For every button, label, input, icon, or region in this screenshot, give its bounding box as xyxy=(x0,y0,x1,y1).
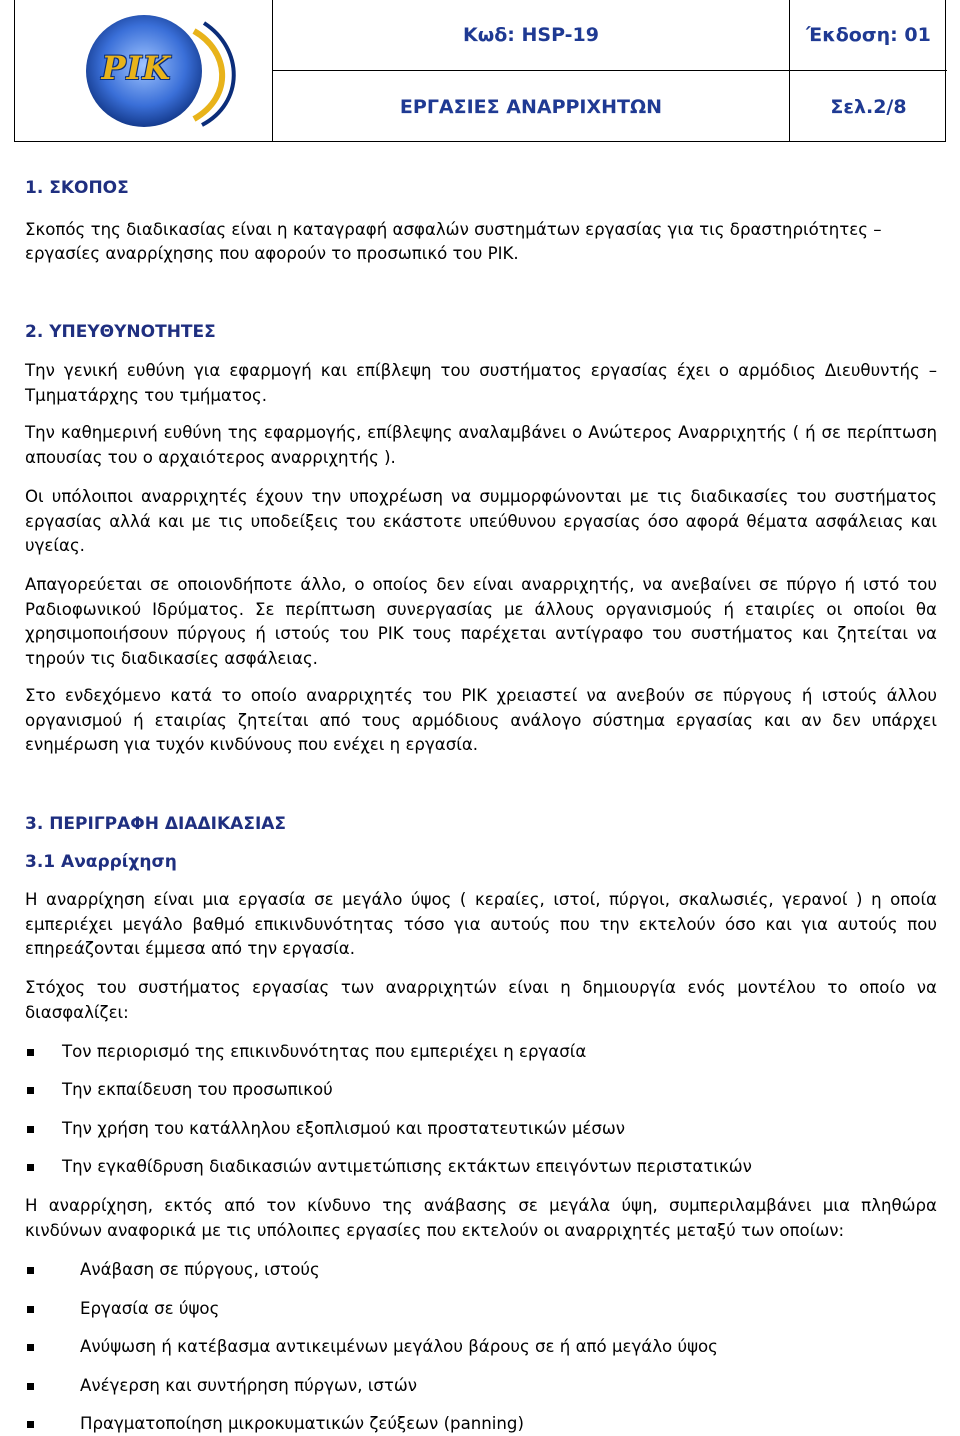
section-1-paragraph-line-1: Σκοπός της διαδικασίας είναι η καταγραφή ασφαλών συστημάτων εργασίας για τις δραστηριότητες – xyxy=(25,220,882,239)
list-item: Ανέγερση και συντήρηση πύργων, ιστών xyxy=(25,1374,417,1399)
square-bullet-icon xyxy=(27,1126,34,1133)
section-2-paragraph-3: Οι υπόλοιποι αναρριχητές έχουν την υποχρέωση να συμμορφώνονται με τις διαδικασίες του συστήματος εργασίας αλλά και με τις υποδείξεις του εκάστοτε υπεύθυνου εργασίας όσο αφορά θέματα ασφάλειας και υγείας. xyxy=(25,487,937,555)
rik-logo xyxy=(44,11,244,131)
list-item: Ανάβαση σε πύργους, ιστούς xyxy=(25,1258,320,1283)
page-number: Σελ.2/8 xyxy=(830,95,907,118)
logo-text: ΡΙΚ xyxy=(101,49,172,87)
section-2-heading: 2. ΥΠΕΥΘΥΝΟΤΗΤΕΣ xyxy=(25,322,216,342)
section-3-paragraph-2: Στόχος του συστήματος εργασίας των αναρριχητών είναι η δημιουργία ενός μοντέλου το οποίο να διασφαλίζει: xyxy=(25,978,937,1022)
list-item: Την εκπαίδευση του προσωπικού xyxy=(25,1078,333,1103)
list-item: Πραγματοποίηση μικροκυματικών ζεύξεων (panning) xyxy=(25,1412,524,1436)
document-header xyxy=(14,0,946,142)
document-version: Έκδοση: 01 xyxy=(790,0,947,71)
logo-cell xyxy=(15,0,273,142)
section-1-heading: 1. ΣΚΟΠΟΣ xyxy=(25,178,129,198)
list-item: Την εγκαθίδρυση διαδικασιών αντιμετώπισης εκτάκτων επειγόντων περιστατικών xyxy=(25,1155,752,1180)
section-3-paragraph-3: Η αναρρίχηση, εκτός από τον κίνδυνο της ανάβασης σε μεγάλα ύψη, συμπεριλαμβάνει μια πληθώρα κινδύνων αναφορικά με τις υπόλοιπες εργασίες που εκτελούν οι αναρριχητές μεταξύ των οποίων: xyxy=(25,1196,937,1240)
square-bullet-icon xyxy=(27,1344,34,1351)
subsection-3-1-heading: 3.1 Αναρρίχηση xyxy=(25,852,177,872)
section-2-paragraph-1: Την γενική ευθύνη για εφαρμογή και επίβλεψη του συστήματος εργασίας έχει ο αρμόδιος Διευθυντής – Τμηματάρχης του τμήματος. xyxy=(25,361,937,405)
document-code: Κωδ: HSP-19 xyxy=(273,0,790,71)
document-title: ΕΡΓΑΣΙΕΣ ΑΝΑΡΡΙΧΗΤΩΝ xyxy=(273,71,790,142)
section-2-paragraph-2: Την καθημερινή ευθύνη της εφαρμογής, επίβλεψης αναλαμβάνει ο Ανώτερος Αναρριχητής ( ή σε περίπτωση απουσίας του ο αρχαιότερος αναρριχητής ). xyxy=(25,423,937,467)
list-item: Ανύψωση ή κατέβασμα αντικειμένων μεγάλου βάρους σε ή από μεγάλο ύψος xyxy=(25,1335,718,1360)
square-bullet-icon xyxy=(27,1049,34,1056)
square-bullet-icon xyxy=(27,1306,34,1313)
section-1-paragraph-line-2: εργασίες αναρρίχησης που αφορούν το προσωπικό του ΡΙΚ. xyxy=(25,244,519,263)
section-3-heading: 3. ΠΕΡΙΓΡΑΦΗ ΔΙΑΔΙΚΑΣΙΑΣ xyxy=(25,814,287,834)
section-3-paragraph-1: Η αναρρίχηση είναι μια εργασία σε μεγάλο ύψος ( κεραίες, ιστοί, πύργοι, σκαλωσιές, γερανοί ) η οποία εμπεριέχει μεγάλο βαθμό επικινδυνότητας τόσο για αυτούς που την εκτελούν όσο και για αυτούς που επηρεάζονται έμμεσα από την εργασία. xyxy=(25,890,937,958)
square-bullet-icon xyxy=(27,1164,34,1171)
square-bullet-icon xyxy=(27,1267,34,1274)
section-2-paragraph-5: Στο ενδεχόμενο κατά το οποίο αναρριχητές του ΡΙΚ χρειαστεί να ανεβούν σε πύργους ή ιστούς άλλου οργανισμού ή εταιρίας ζητείται από τους αρμόδιους ανάλογο σύστημα εργασίας και αν δεν υπάρχει ενημέρωση για τυχόν κινδύνους που ενέχει η εργασία. xyxy=(25,686,937,754)
square-bullet-icon xyxy=(27,1421,34,1428)
list-item: Εργασία σε ύψος xyxy=(25,1297,219,1322)
square-bullet-icon xyxy=(27,1383,34,1390)
square-bullet-icon xyxy=(27,1087,34,1094)
list-item: Την χρήση του κατάλληλου εξοπλισμού και προστατευτικών μέσων xyxy=(25,1117,625,1142)
section-2-paragraph-4: Απαγορεύεται σε οποιονδήποτε άλλο, ο οποίος δεν είναι αναρριχητής, να ανεβαίνει σε πύργο ή ιστό του Ραδιοφωνικού Ιδρύματος. Σε περίπτωση συνεργασίας με άλλους οργανισμούς ή εταιρίες οι οποίοι θα χρησιμοποιήσουν πύργους ή ιστούς του ΡΙΚ τους παρέχεται αντίγραφο του συστήματος και ζητείται να τηρούν τις διαδικασίες ασφάλειας. xyxy=(25,575,937,668)
list-item: Τον περιορισμό της επικινδυνότητας που εμπεριέχει η εργασία xyxy=(25,1040,586,1065)
